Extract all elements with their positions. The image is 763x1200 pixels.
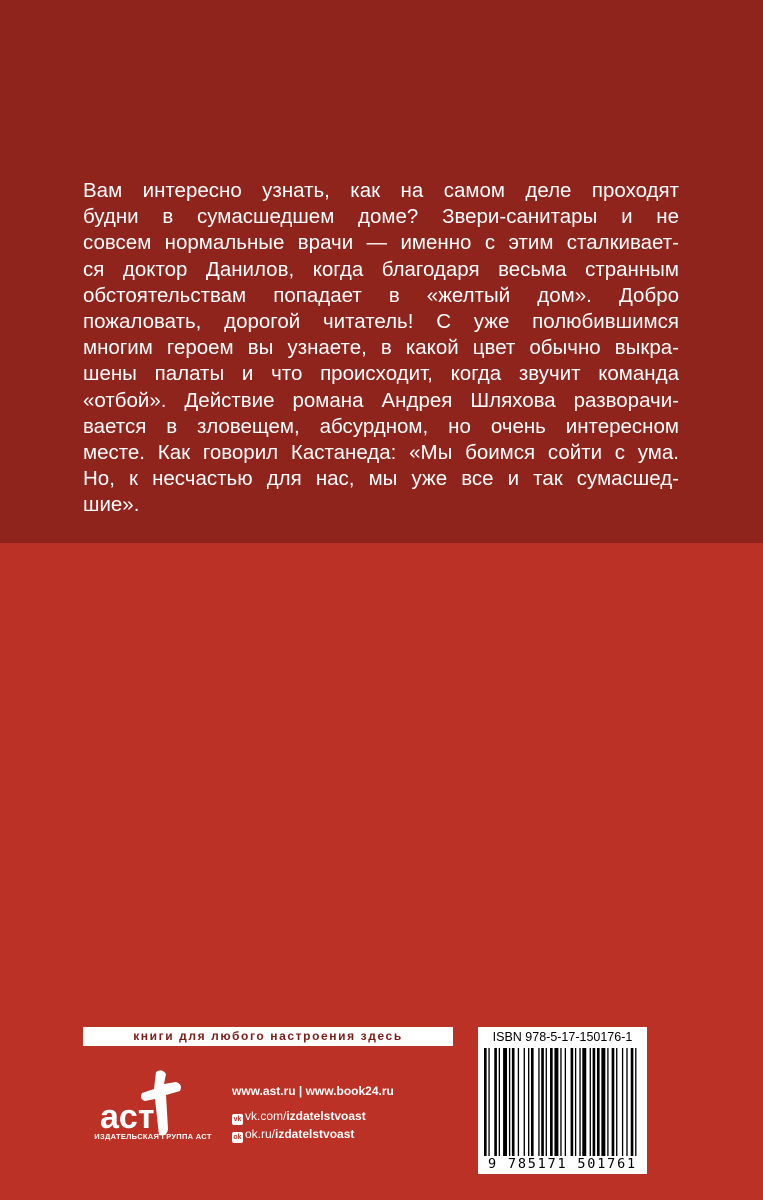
- blurb-line: «отбой». Действие романа Андрея Шляхова разворачи-: [83, 388, 679, 412]
- book-blurb: [83, 178, 679, 519]
- blurb-line: месте. Как говорил Кастанеда: «Мы боимся сойти с ума.: [83, 441, 679, 465]
- ok-prefix: ok.ru/: [245, 1127, 276, 1141]
- vk-icon: vk: [233, 1116, 242, 1123]
- vk-prefix: vk.com/: [245, 1109, 287, 1123]
- blurb-line: обстоятельствам попадает в «желтый дом». Добро: [83, 283, 679, 307]
- publisher-caption: ИЗДАТЕЛЬСКАЯ ГРУППА АСТ: [94, 1132, 212, 1141]
- blurb-line: ся доктор Данилов, когда благодаря весьма странным: [83, 257, 679, 281]
- barcode-digits: 9 785171 501761: [488, 1156, 637, 1172]
- blurb-line: шены палаты и что происходит, когда звучит команда: [83, 362, 679, 386]
- blurb-line: пожаловать, дорогой читатель! С уже полюбившимся: [83, 310, 679, 334]
- blurb-line: вается в зловещем, абсурдном, но очень интересном: [83, 414, 679, 438]
- slogan-bar: книги для любого настроения здесь: [83, 1027, 453, 1046]
- website-links[interactable]: www.ast.ru | www.book24.ru: [232, 1084, 394, 1098]
- ok-handle: izdatelstvoast: [275, 1127, 355, 1141]
- blurb-line: совсем нормальные врачи — именно с этим сталкивает-: [83, 231, 679, 255]
- vk-link[interactable]: [232, 1109, 366, 1125]
- ok-link[interactable]: [232, 1127, 354, 1143]
- vk-handle: izdatelstvoast: [286, 1109, 366, 1123]
- logo-text: аст: [100, 1098, 155, 1136]
- blurb-line: будни в сумасшедшем доме? Звери-санитары и не: [83, 205, 679, 229]
- barcode-icon: [484, 1048, 641, 1156]
- isbn-label: ISBN 978-5-17-150176-1: [492, 1030, 633, 1044]
- blurb-line: Но, к несчастью для нас, мы уже все и так сумасшед-: [83, 467, 679, 491]
- barcode-box: [478, 1027, 647, 1174]
- ok-icon: ok: [233, 1134, 242, 1141]
- blurb-line: Вам интересно узнать, как на самом деле проходят: [83, 179, 679, 202]
- blurb-line: шие».: [83, 493, 140, 517]
- blurb-line: многим героем вы узнаете, в какой цвет обычно выкра-: [83, 336, 679, 360]
